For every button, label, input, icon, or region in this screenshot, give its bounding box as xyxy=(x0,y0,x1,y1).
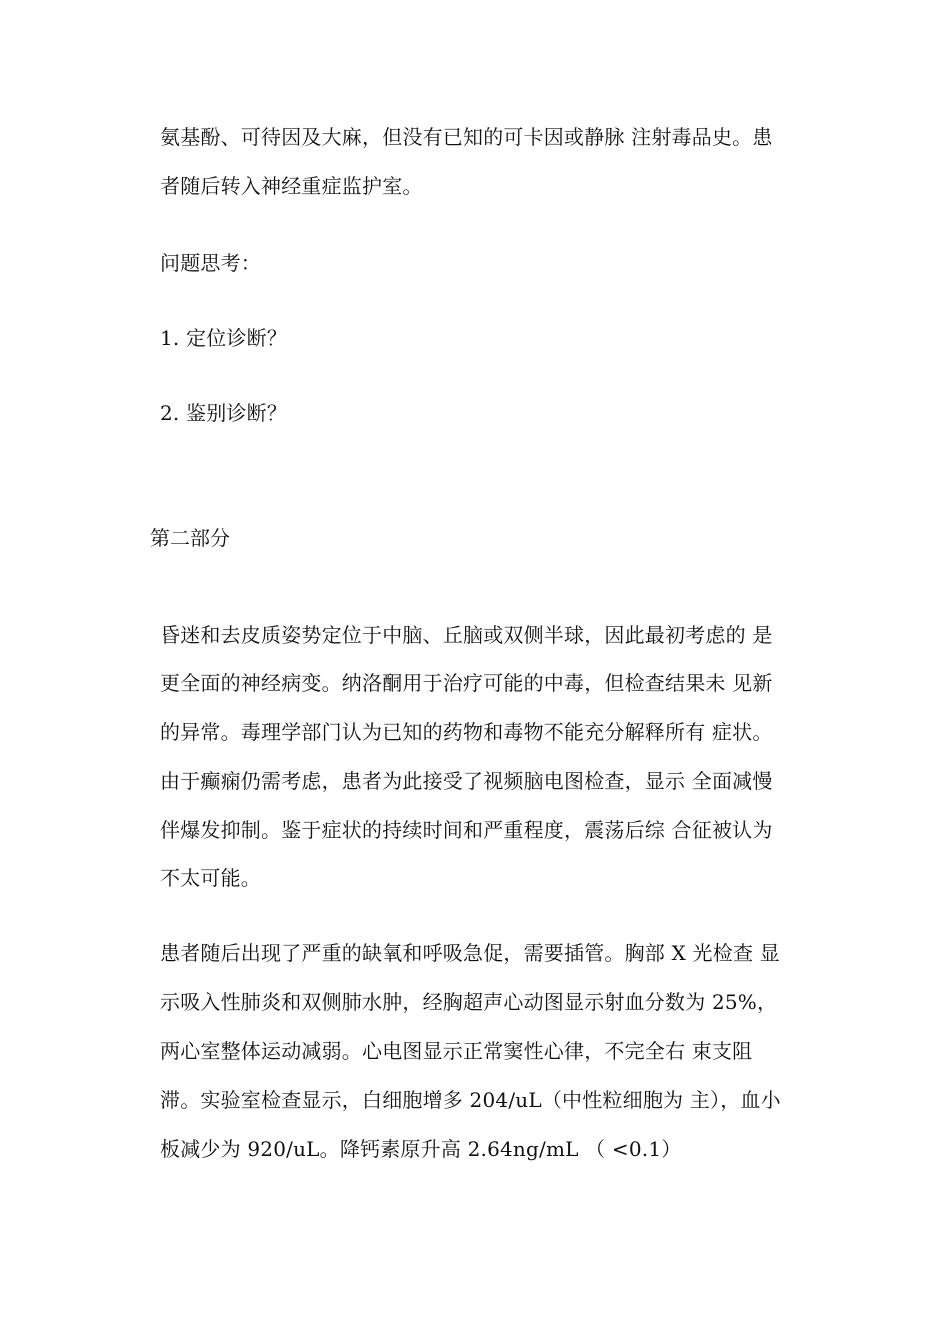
paragraph2-line-5: 板减少为 920/uL。降钙素原升高 2.64ng/mL （ <0.1） xyxy=(160,1137,682,1161)
paragraph2-line-4: 滞。实验室检查显示，白细胞增多 204/uL（中性粒细胞为 主），血小 xyxy=(160,1088,781,1112)
paragraph1-line-3: 的异常。毒理学部门认为已知的药物和毒物不能充分解释所有 症状。 xyxy=(160,720,773,744)
paragraph2-line-3: 两心室整体运动减弱。心电图显示正常窦性心律，不完全右 束支阻 xyxy=(160,1039,753,1063)
paragraph1-line-5: 伴爆发抑制。鉴于症状的持续时间和严重程度，震荡后综 合征被认为 xyxy=(160,818,773,842)
paragraph1-line-6: 不太可能。 xyxy=(160,866,261,890)
section-heading: 第二部分 xyxy=(150,526,230,550)
paragraph2-line-2: 示吸入性肺炎和双侧肺水肿，经胸超声心动图显示射血分数为 25%， xyxy=(160,990,778,1014)
paragraph1-line-2: 更全面的神经病变。纳洛酮用于治疗可能的中毒，但检查结果未 见新 xyxy=(160,671,773,695)
paragraph1-line-1: 昏迷和去皮质姿势定位于中脑、丘脑或双侧半球，因此最初考虑的 是 xyxy=(160,623,773,647)
question-item-2: 2. 鉴别诊断？ xyxy=(160,401,288,425)
intro-line-2: 者随后转入神经重症监护室。 xyxy=(160,174,423,198)
paragraph2-line-1: 患者随后出现了严重的缺氧和呼吸急促，需要插管。胸部 X 光检查 显 xyxy=(160,941,780,965)
question-item-1: 1. 定位诊断？ xyxy=(160,326,288,350)
intro-line-1: 氨基酚、可待因及大麻，但没有已知的可卡因或静脉 注射毒品史。患 xyxy=(160,125,773,149)
paragraph1-line-4: 由于癫痫仍需考虑，患者为此接受了视频脑电图检查，显示 全面减慢 xyxy=(160,769,773,793)
questions-title: 问题思考： xyxy=(160,251,261,275)
